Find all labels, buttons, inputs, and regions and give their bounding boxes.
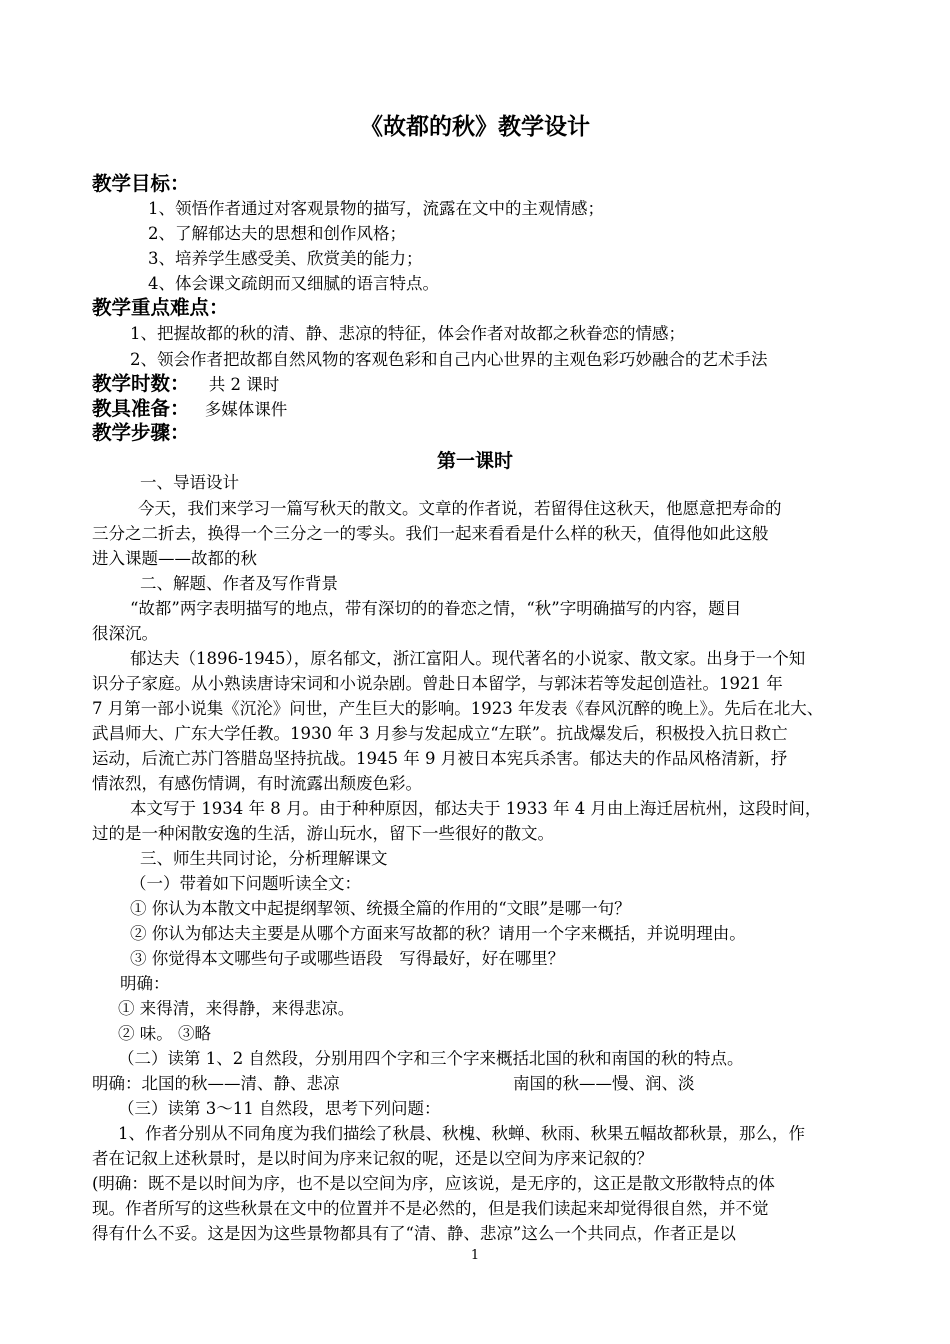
key-point-item: 2、领会作者把故都自然风物的客观色彩和自己内心世界的主观色彩巧妙融合的艺术手法 <box>130 350 768 369</box>
tools-heading: 教具准备： <box>92 397 190 420</box>
paragraph-line: (明确：既不是以时间为序，也不是以空间为序，应该说，是无序的，这正是散文形散特点的体 <box>92 1174 775 1193</box>
hours-row <box>92 372 279 397</box>
key-point-item: 1、把握故都的秋的清、静、悲凉的特征，体会作者对故都之秋眷恋的情感； <box>130 324 685 343</box>
paragraph-line: 者在记叙上述秋景时，是以时间为序来记叙的呢，还是以空间为序来记叙的？ <box>92 1149 653 1168</box>
section-heading: 二、解题、作者及写作背景 <box>140 574 338 593</box>
subsection-heading: （二）读第 1、2 自然段，分别用四个字和三个字来概括北国的秋和南国的秋的特点。 <box>118 1049 744 1068</box>
paragraph-line: 现。作者所写的这些秋景在文中的位置并不是必然的，但是我们读起来却觉得很自然，并不觉 <box>92 1199 769 1218</box>
question-item: ② 你认为郁达夫主要是从哪个方面来写故都的秋？请用一个字来概括，并说明理由。 <box>130 924 746 943</box>
objective-item: 3、培养学生感受美、欣赏美的能力； <box>148 249 423 268</box>
section-heading: 三、师生共同讨论，分析理解课文 <box>140 849 388 868</box>
steps-heading: 教学步骤： <box>92 421 190 444</box>
key-points-heading: 教学重点难点： <box>92 296 229 319</box>
document-title: 《故都的秋》教学设计 <box>360 114 590 140</box>
objective-item: 1、领悟作者通过对客观景物的描写，流露在文中的主观情感； <box>148 199 604 218</box>
subsection-heading: （一）带着如下问题听读全文： <box>130 874 361 893</box>
paragraph-line: 郁达夫（1896-1945），原名郁文，浙江富阳人。现代著名的小说家、散文家。出身于一个知 <box>130 649 806 668</box>
answer-item: ② 味。 ③略 <box>118 1024 211 1043</box>
paragraph-line: 过的是一种闲散安逸的生活，游山玩水，留下一些很好的散文。 <box>92 824 554 843</box>
hours-value: 共 2 课时 <box>208 375 280 394</box>
paragraph-line: 进入课题——故都的秋 <box>92 549 257 568</box>
answer-label: 明确： <box>120 974 170 993</box>
subsection-heading: （三）读第 3～11 自然段，思考下列问题： <box>118 1099 441 1118</box>
paragraph-line: 运动，后流亡苏门答腊岛坚持抗战。1945 年 9 月被日本宪兵杀害。郁达夫的作品风格清新，抒 <box>92 749 788 768</box>
section-heading: 一、导语设计 <box>140 473 239 492</box>
objective-item: 2、了解郁达夫的思想和创作风格； <box>148 224 406 243</box>
paragraph-line: 三分之二折去，换得一个三分之一的零头。我们一起来看看是什么样的秋天，值得他如此这般 <box>92 524 769 543</box>
paragraph-line: 很深沉。 <box>92 624 158 643</box>
page-number: 1 <box>470 1248 480 1263</box>
answer-item: ① 来得清，来得静，来得悲凉。 <box>118 999 355 1018</box>
objective-item: 4、体会课文疏朗而又细腻的语言特点。 <box>148 274 439 293</box>
hours-heading: 教学时数： <box>92 372 190 395</box>
paragraph-line: 武昌师大、广东大学任教。1930 年 3 月参与发起成立“左联”。抗战爆发后，积极投入抗日救亡 <box>92 724 788 743</box>
paragraph-line: 今天，我们来学习一篇写秋天的散文。文章的作者说，若留得住这秋天，他愿意把寿命的 <box>138 499 782 518</box>
question-item: ① 你认为本散文中起提纲挈领、统摄全篇的作用的“文眼”是哪一句？ <box>130 899 631 918</box>
tools-row <box>92 397 287 422</box>
objectives-heading: 教学目标： <box>92 172 190 195</box>
question-item: ③ 你觉得本文哪些句子或哪些语段 写得最好，好在哪里？ <box>130 949 565 968</box>
tools-value: 多媒体课件 <box>204 400 288 419</box>
paragraph-line: 得有什么不妥。这是因为这些景物都具有了“清、静、悲凉”这么一个共同点，作者正是以 <box>92 1224 736 1243</box>
paragraph-line: 识分子家庭。从小熟读唐诗宋词和小说杂剧。曾赴日本留学，与郭沫若等发起创造社。1921 年 <box>92 674 783 693</box>
answer-south: 南国的秋——慢、润、淡 <box>513 1074 695 1093</box>
answer-north: 明确：北国的秋——清、静、悲凉 <box>92 1074 340 1093</box>
paragraph-line: 情浓烈，有感伤情调，有时流露出颓废色彩。 <box>92 774 422 793</box>
paragraph-line: 7 月第一部小说集《沉沦》问世，产生巨大的影响。1923 年发表《春风沉醉的晚上》。先后在北大、 <box>92 699 824 718</box>
paragraph-line: “故都”两字表明描写的地点，带有深切的的眷恋之情，“秋”字明确描写的内容，题目 <box>130 599 742 618</box>
paragraph-line: 1、作者分别从不同角度为我们描绘了秋晨、秋槐、秋蝉、秋雨、秋果五幅故都秋景，那么，作 <box>118 1124 805 1143</box>
paragraph-line: 本文写于 1934 年 8 月。由于种种原因，郁达夫于 1933 年 4 月由上海迁居杭州，这段时间， <box>130 799 822 818</box>
lesson-title: 第一课时 <box>436 450 513 472</box>
